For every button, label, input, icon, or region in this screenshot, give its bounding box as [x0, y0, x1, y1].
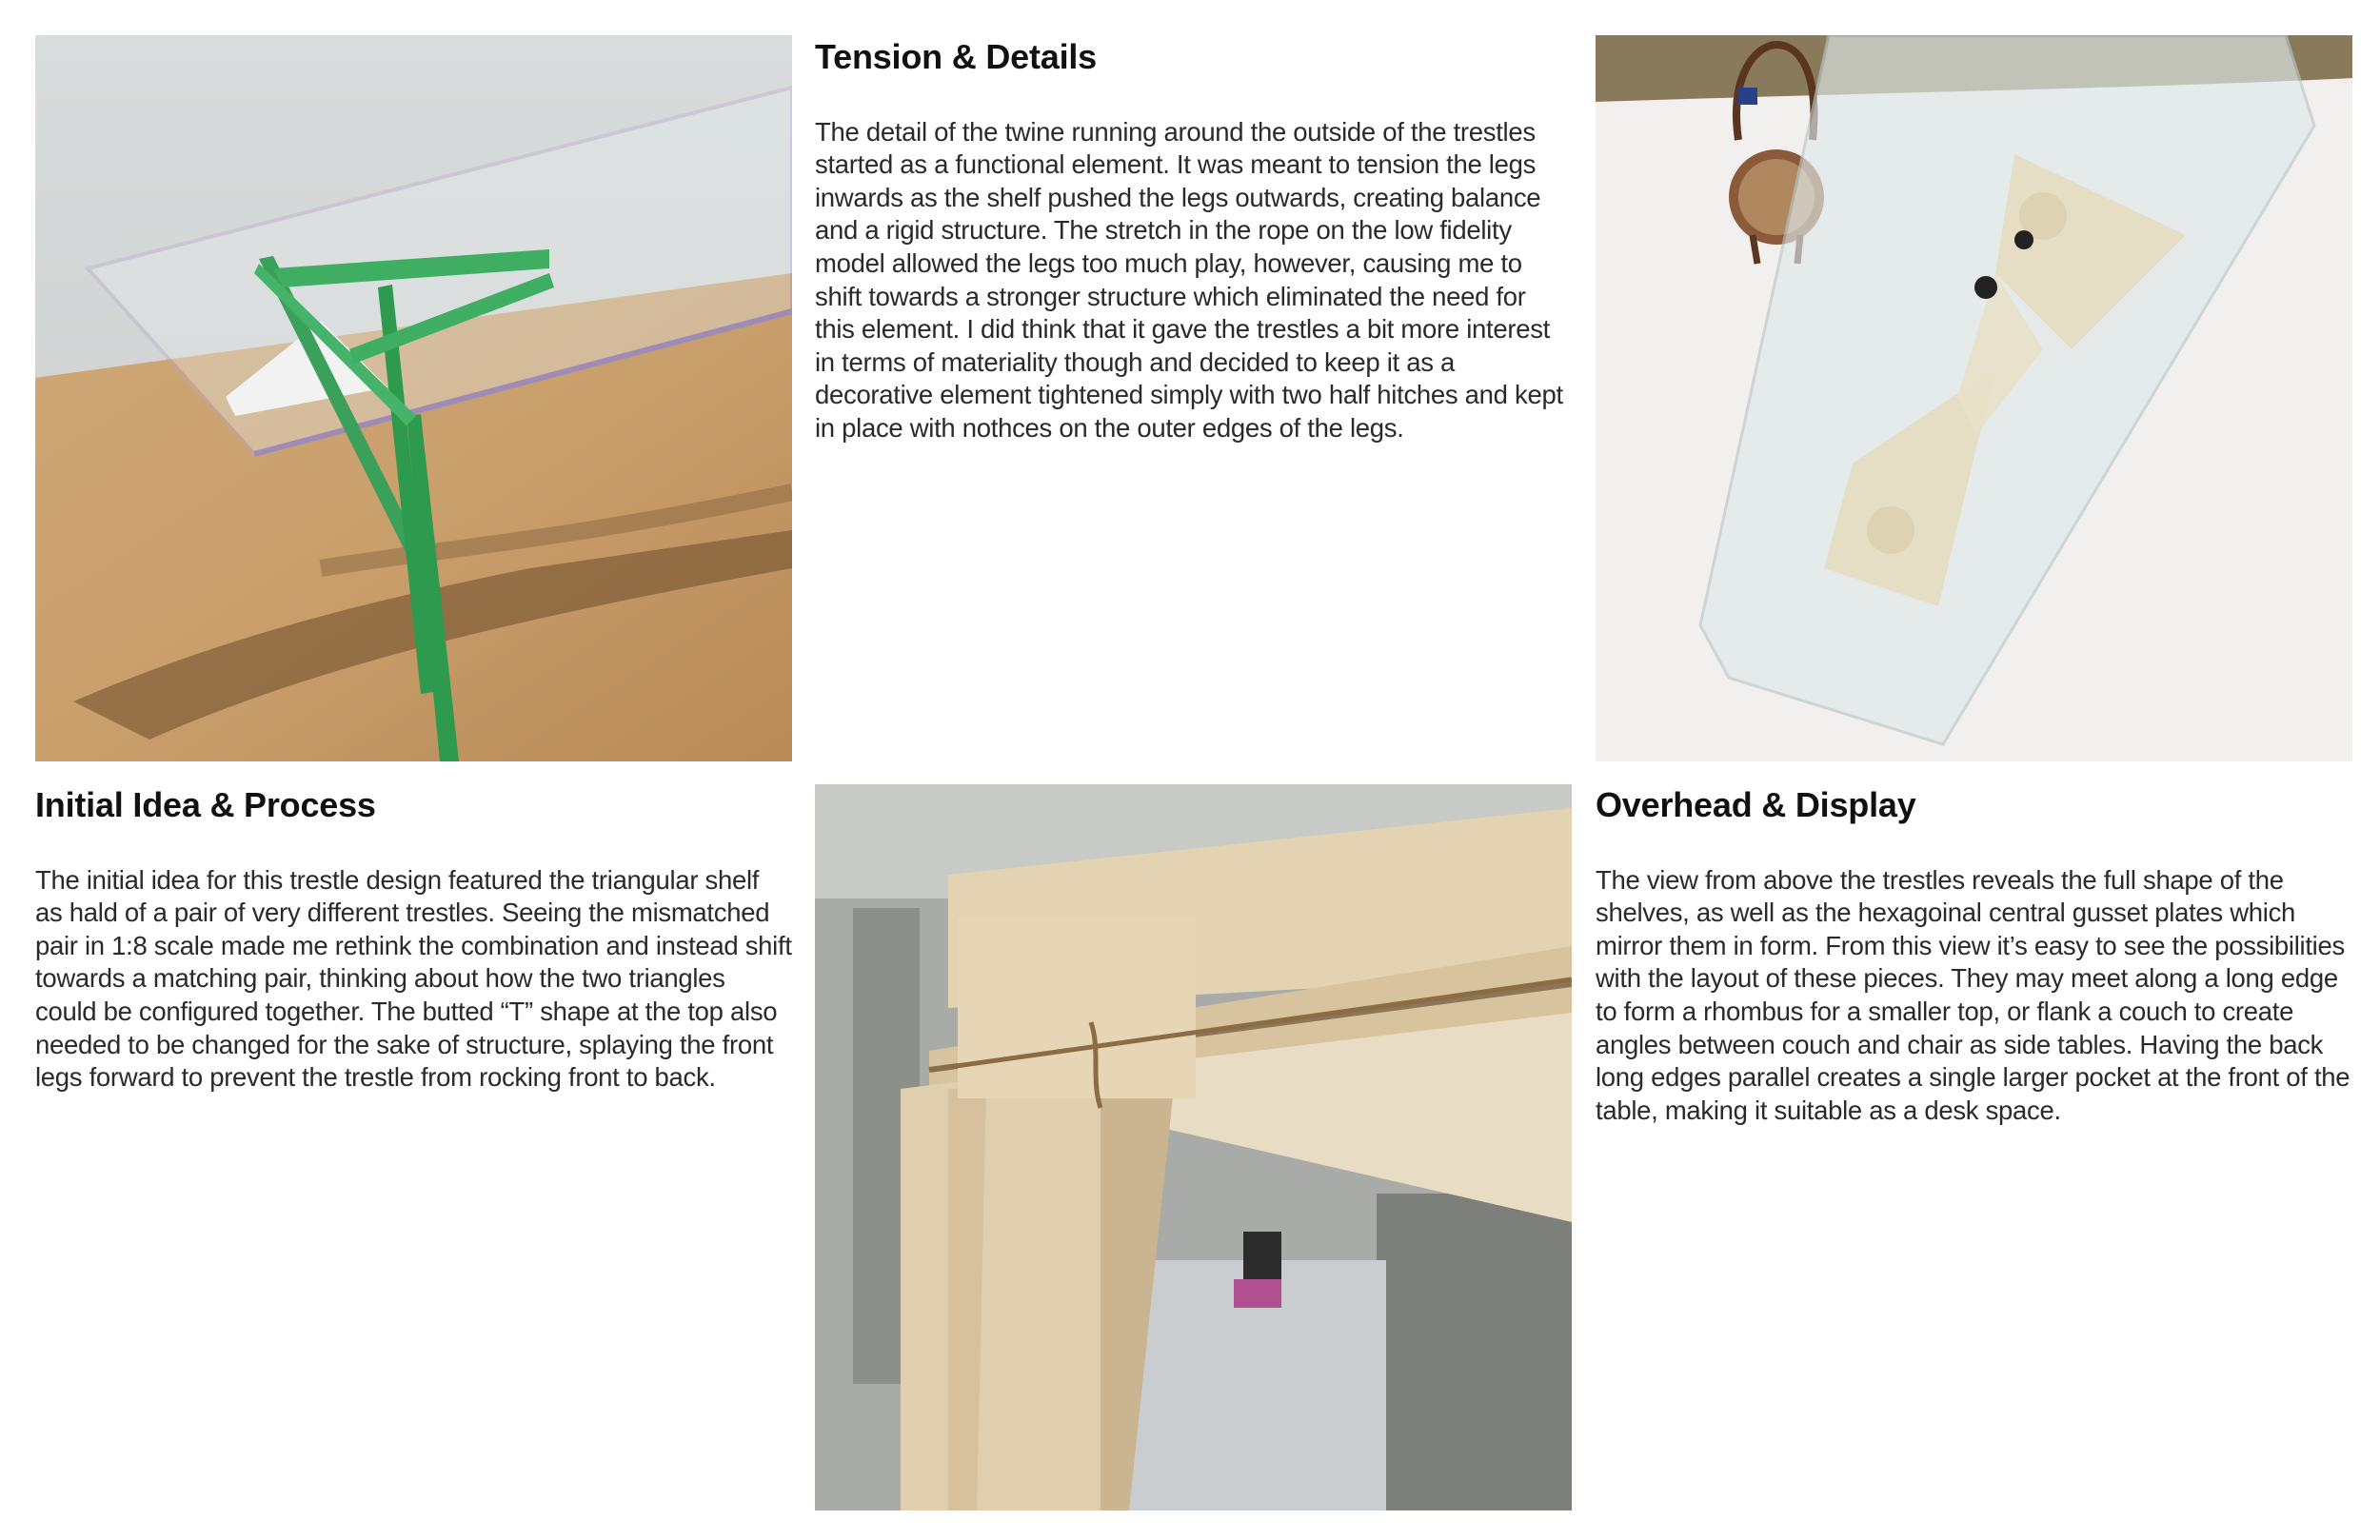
model-photo-image [35, 35, 792, 761]
overhead-section [1596, 786, 2352, 1512]
closeup-photo-image [815, 784, 1572, 1510]
tension-section [815, 38, 1572, 764]
tension-body: The detail of the twine running around the outside of the trestles started as a functional element. It was meant to tension the legs inwards as the shelf pushed the legs outwards, creating balance and a rigid structure. The stretch in the rope on the low fidelity model allowed the legs too much play, however, causing me to shift towards a stronger structure which eliminated the need for this element. I did think that it gave the trestles a bit more interest in terms of materiality though and decided to keep it as a decorative element tightened simply with two half hitches and kept in place with nothces on the outer edges of the legs. [815, 116, 1563, 443]
initial-body: The initial idea for this trestle design featured the triangular shelf as hald of a pair of very different trestles. Seeing the mismatched pair in 1:8 scale made me rethink the combination and instead shift towards a matching pair, thinking about how the two triangles could be configured together. The butted “T” shape at the top also needed to be changed for the sake of structure, splaying the front legs forward to prevent the trestle from rocking front to back. [35, 864, 792, 1093]
tension-title: Tension & Details [815, 38, 1097, 76]
overhead-title: Overhead & Display [1596, 786, 1916, 824]
initial-section [35, 786, 792, 1512]
model-photo [35, 35, 792, 761]
overhead-photo-image [1596, 35, 2352, 761]
closeup-photo [815, 784, 1572, 1510]
initial-title: Initial Idea & Process [35, 786, 376, 824]
overhead-body: The view from above the trestles reveals the full shape of the shelves, as well as the hexagoinal central gusset plates which mirror them in form. From this view it’s easy to see the possibilities with the layout of these pieces. They may meet along a long edge to form a rhombus for a smaller top, or flank a couch to create angles between couch and chair as side tables. Having the back long edges parallel creates a single larger pocket at the front of the table, making it suitable as a desk space. [1596, 864, 2350, 1125]
overhead-photo [1596, 35, 2352, 761]
